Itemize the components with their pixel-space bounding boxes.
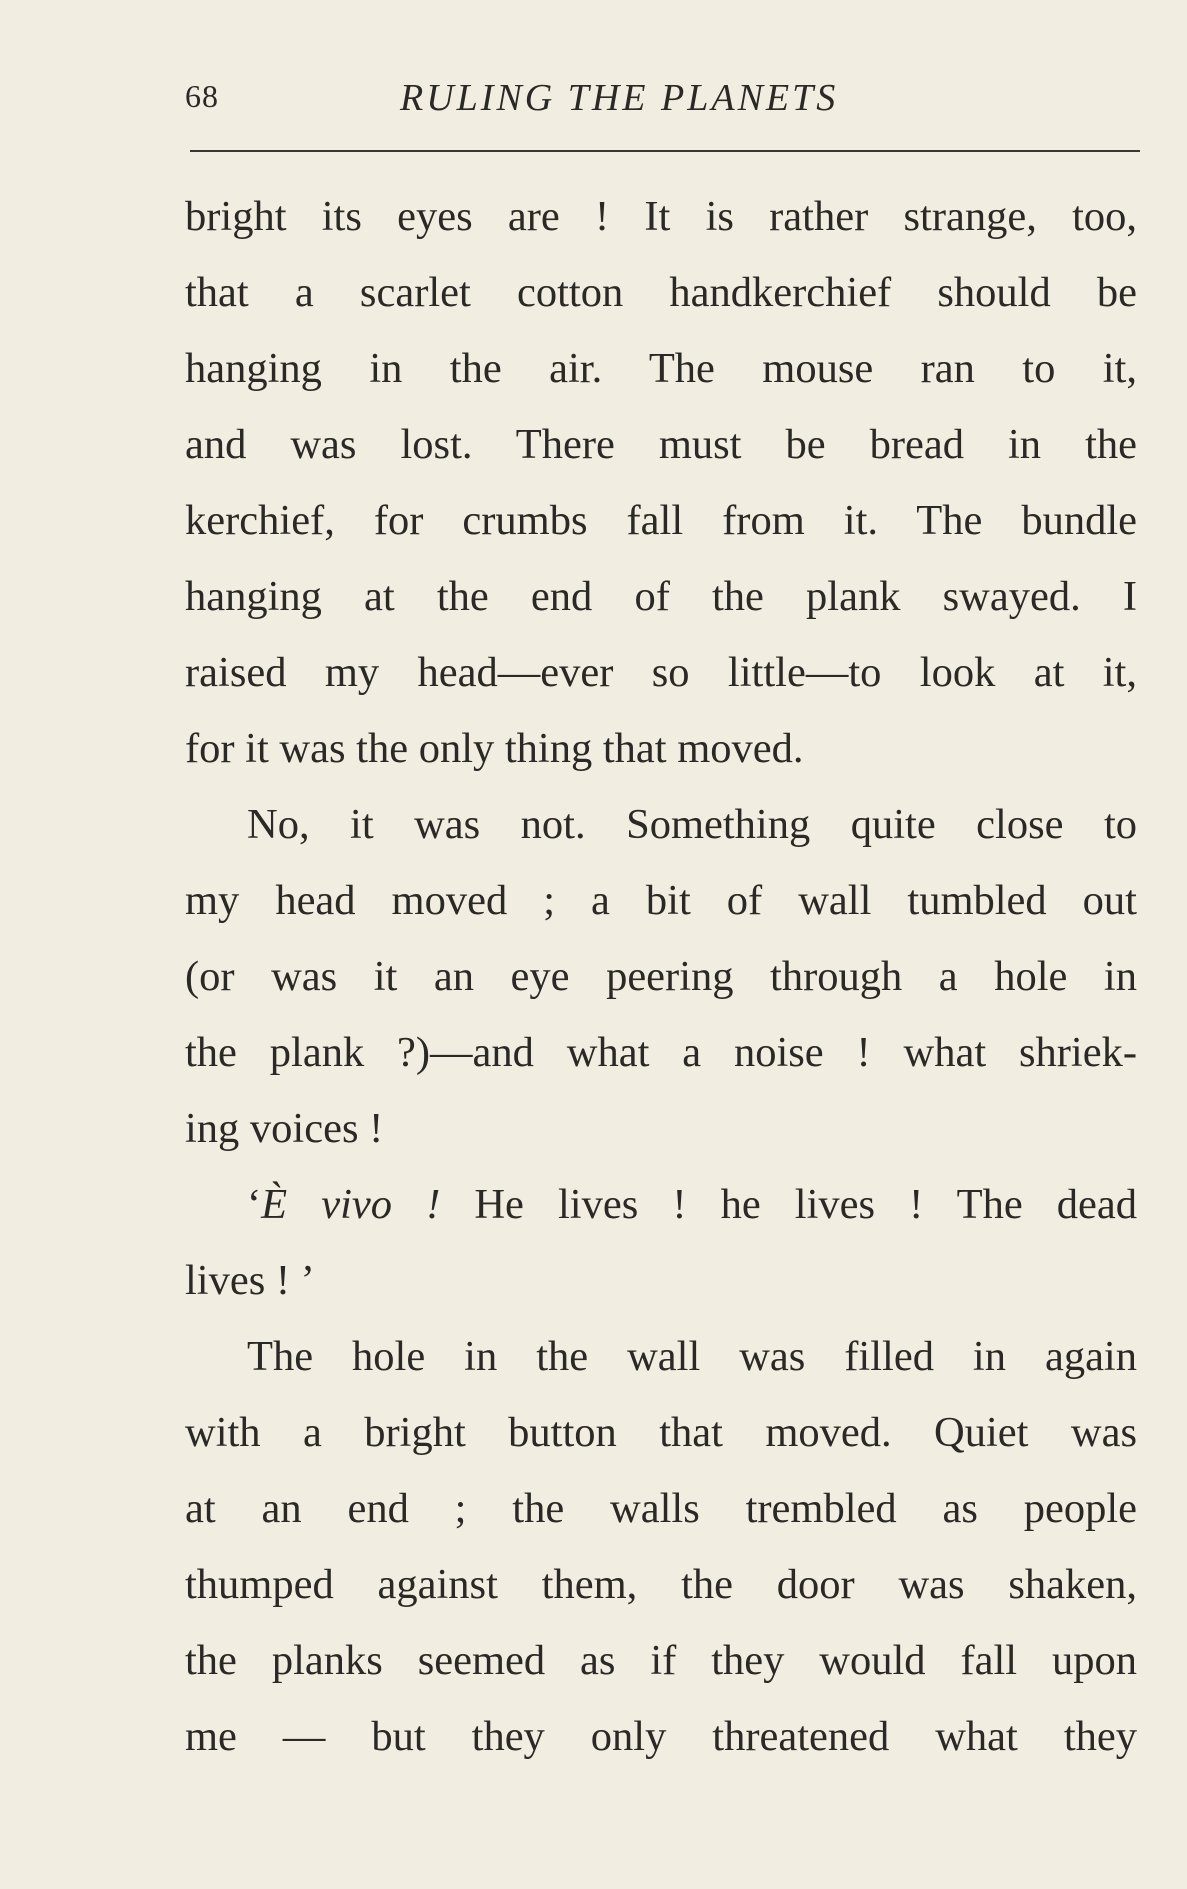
- text-line: me — but they only threatened what they: [185, 1713, 1137, 1760]
- text-line: raised my head—ever so little—to look at it,: [185, 649, 1137, 696]
- text-line: with a bright button that moved. Quiet was: [185, 1409, 1137, 1456]
- italic-phrase: È vivo !: [261, 1181, 441, 1228]
- text-line: the planks seemed as if they would fall upon: [185, 1637, 1137, 1684]
- header-rule: [190, 150, 1140, 152]
- paragraph-start-line: The hole in the wall was filled in again: [247, 1333, 1137, 1380]
- text-line: at an end ; the walls trembled as people: [185, 1485, 1137, 1532]
- text-line: hanging at the end of the plank swayed. I: [185, 573, 1137, 620]
- text-line: that a scarlet cotton handkerchief should be: [185, 269, 1137, 316]
- running-head: [185, 72, 1140, 122]
- text-line: kerchief, for crumbs fall from it. The bundle: [185, 497, 1137, 544]
- text-line: for it was the only thing that moved.: [185, 725, 804, 772]
- text-line: ing voices !: [185, 1105, 384, 1152]
- quote-open: ‘: [247, 1181, 262, 1228]
- text-line: (or was it an eye peering through a hole in: [185, 953, 1137, 1000]
- body-text: [185, 186, 1137, 1782]
- running-title: RULING THE PLANETS: [400, 77, 839, 119]
- paragraph-start-line: No, it was not. Something quite close to: [247, 801, 1137, 848]
- text-line: the plank ?)—and what a noise ! what shriek-: [185, 1029, 1137, 1076]
- text-line: my head moved ; a bit of wall tumbled out: [185, 877, 1137, 924]
- page-number: 68: [185, 78, 219, 114]
- text-line: thumped against them, the door was shaken,: [185, 1561, 1137, 1608]
- text-line: lives ! ’: [185, 1257, 315, 1304]
- quote-line: [185, 1174, 1137, 1250]
- text-line: hanging in the air. The mouse ran to it,: [185, 345, 1137, 392]
- text-line: bright its eyes are ! It is rather strange, too,: [185, 193, 1137, 240]
- quote-rest: He lives ! he lives ! The dead: [440, 1181, 1137, 1228]
- text-line: and was lost. There must be bread in the: [185, 421, 1137, 468]
